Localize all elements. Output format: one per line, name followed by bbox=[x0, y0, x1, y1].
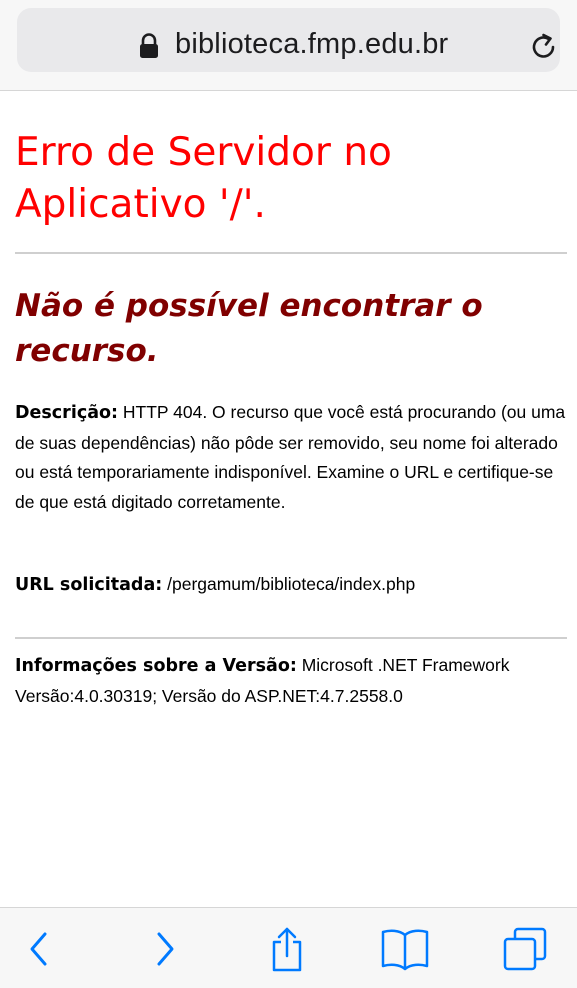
bookmarks-button[interactable] bbox=[380, 926, 430, 972]
divider bbox=[15, 637, 567, 639]
share-button[interactable] bbox=[262, 926, 312, 972]
forward-icon bbox=[154, 931, 176, 967]
back-icon bbox=[28, 931, 50, 967]
page-title: Erro de Servidor no Aplicativo '/'. bbox=[15, 130, 392, 227]
version-info bbox=[15, 651, 567, 711]
back-button[interactable] bbox=[14, 926, 64, 972]
requested-url bbox=[15, 570, 567, 600]
address-bar[interactable] bbox=[17, 8, 560, 72]
browser-top-bar bbox=[0, 0, 577, 91]
tabs-icon bbox=[502, 926, 548, 972]
requested-url-label: URL solicitada: bbox=[15, 575, 163, 595]
divider bbox=[15, 252, 567, 254]
bookmarks-icon bbox=[380, 927, 430, 971]
error-description bbox=[15, 398, 567, 517]
version-text: Microsoft .NET Framework Versão:4.0.30319; Versão do ASP.NET:4.7.2558.0 bbox=[15, 655, 510, 706]
forward-button[interactable] bbox=[140, 926, 190, 972]
requested-url-value: /pergamum/biblioteca/index.php bbox=[162, 574, 416, 594]
reload-icon[interactable] bbox=[529, 32, 559, 62]
address-bar-url: biblioteca.fmp.edu.br bbox=[175, 28, 449, 60]
browser-toolbar bbox=[0, 907, 577, 988]
error-subtitle: Não é possível encontrar o recurso. bbox=[15, 288, 483, 369]
description-text: HTTP 404. O recurso que você está procurando (ou uma de suas dependências) não pôde ser removido, seu nome foi alterado ou está temporariamente indisponível. Examine o URL e certifique-se de que está digitado corretamente. bbox=[15, 402, 566, 512]
share-icon bbox=[269, 926, 305, 972]
version-label: Informações sobre a Versão: bbox=[15, 656, 297, 676]
description-label: Descrição: bbox=[15, 403, 119, 423]
tabs-button[interactable] bbox=[500, 926, 550, 972]
lock-icon bbox=[139, 33, 159, 59]
